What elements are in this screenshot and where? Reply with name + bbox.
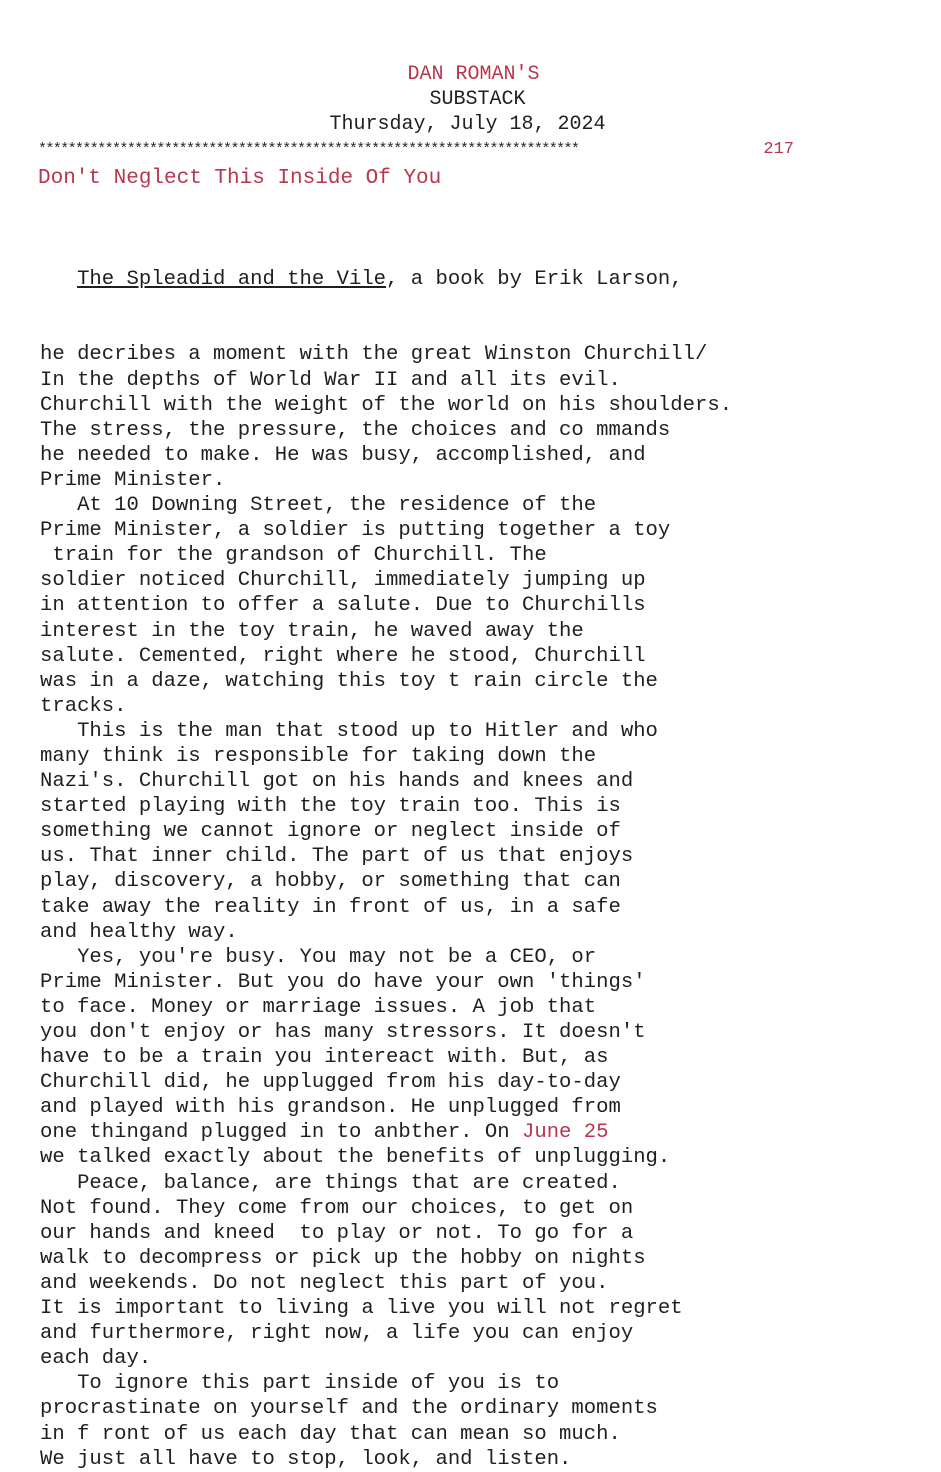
article-line — [40, 1020, 920, 1045]
issue-number: 217 — [763, 141, 794, 159]
book-title: The Spleadid and the Vile — [77, 268, 387, 292]
article-line — [40, 1070, 920, 1095]
article-line-text: and played with his grandson. He unplugged from — [40, 1096, 621, 1120]
article-line — [40, 869, 920, 894]
article-line-text: one thingand plugged in to anbther. On — [40, 1121, 522, 1145]
article-line — [40, 1095, 920, 1120]
article-line — [40, 1422, 920, 1447]
article-line-text: and healthy way. — [40, 920, 238, 944]
star-separator — [38, 141, 798, 159]
article-line-text: In the depths of World War II and all its evil. — [40, 368, 621, 392]
brand-name: DAN ROMAN'S — [407, 63, 540, 86]
article-line — [40, 819, 920, 844]
article-line-text: to face. Money or marriage issues. A job that — [40, 995, 597, 1019]
article-line-text: we talked exactly about the benefits of unplugging. — [40, 1146, 671, 1170]
article-line — [40, 418, 920, 443]
article-line — [40, 619, 920, 644]
article-line-text: Prime Minister, a soldier is putting together a toy — [40, 519, 671, 543]
article-line-text: walk to decompress or pick up the hobby on nights — [40, 1246, 646, 1270]
article-title: Don't Neglect This Inside Of You — [38, 167, 442, 190]
article-line-text: This is the man that stood up to Hitler and who — [40, 719, 658, 743]
article-line-text: and weekends. Do not neglect this part of you. — [40, 1271, 609, 1295]
article-line-text: something we cannot ignore or neglect inside of — [40, 820, 621, 844]
article-line-text: interest in the toy train, he waved away the — [40, 619, 584, 643]
article-line-text: Not found. They come from our choices, to get on — [40, 1196, 634, 1220]
article-line — [40, 368, 920, 393]
article-line-text: us. That inner child. The part of us that enjoys — [40, 845, 634, 869]
article-line — [40, 719, 920, 744]
article-line — [40, 1447, 920, 1472]
article-line-text: in attention to offer a salute. Due to Churchills — [40, 594, 646, 618]
article-line — [40, 342, 920, 367]
article-line-text: Prime Minister. — [40, 468, 226, 492]
article-line — [40, 744, 920, 769]
article-line — [40, 1396, 920, 1421]
article-line — [40, 669, 920, 694]
article-line — [40, 895, 920, 920]
article-line — [40, 1296, 920, 1321]
article-line — [40, 518, 920, 543]
article-line — [40, 568, 920, 593]
article-line-text: each day. — [40, 1347, 152, 1371]
article-line — [40, 995, 920, 1020]
article-line-text: At 10 Downing Street, the residence of the — [40, 494, 597, 518]
masthead — [0, 62, 941, 137]
article-line — [40, 1045, 920, 1070]
article-body — [40, 217, 920, 1472]
article-line — [40, 844, 920, 869]
article-line — [40, 468, 920, 493]
article-line-text: he needed to make. He was busy, accomplished, and — [40, 443, 646, 467]
article-line — [40, 970, 920, 995]
article-line-text: procrastinate on yourself and the ordinary moments — [40, 1397, 658, 1421]
article-line-text: train for the grandson of Churchill. The — [40, 544, 547, 568]
article-line-text: and furthermore, right now, a life you can enjoy — [40, 1322, 634, 1346]
article-line-text: Prime Minister. But you do have your own 'things' — [40, 970, 646, 994]
article-line-text: Yes, you're busy. You may not be a CEO, or — [40, 945, 597, 969]
june-25-link[interactable]: June 25 — [521, 1121, 609, 1145]
article-line-text: The stress, the pressure, the choices and co mmands — [40, 418, 671, 442]
article-line — [40, 794, 920, 819]
article-line — [40, 1371, 920, 1396]
article-line — [40, 267, 920, 292]
article-line — [40, 543, 920, 568]
article-line — [40, 1171, 920, 1196]
article-line-text: Peace, balance, are things that are created. — [40, 1171, 621, 1195]
article-line — [40, 920, 920, 945]
article-line-text: , a book by Erik Larson, — [386, 268, 683, 292]
article-line — [40, 393, 920, 418]
article-line-text: It is important to living a live you will not regret — [40, 1297, 683, 1321]
article-line — [40, 1221, 920, 1246]
article-line-text: We just all have to stop, look, and listen. — [40, 1447, 572, 1471]
article-line-text: in f ront of us each day that can mean so much. — [40, 1422, 621, 1446]
article-line — [40, 644, 920, 669]
article-line — [40, 694, 920, 719]
publication-date: Thursday, July 18, 2024 — [329, 113, 606, 136]
article-line-text: many think is responsible for taking down the — [40, 744, 597, 768]
article-line — [40, 1321, 920, 1346]
article-line — [40, 493, 920, 518]
article-line — [40, 593, 920, 618]
article-line — [40, 1196, 920, 1221]
separator-stars: ************************************************************************* — [38, 141, 579, 158]
article-line-text: have to be a train you intereact with. But, as — [40, 1046, 609, 1070]
article-line — [40, 945, 920, 970]
article-line-text: Churchill with the weight of the world on his shoulders. — [40, 393, 733, 417]
article-line — [40, 1271, 920, 1296]
article-line-text: our hands and kneed to play or not. To go for a — [40, 1221, 634, 1245]
article-line-text: you don't enjoy or has many stressors. It doesn't — [40, 1021, 646, 1044]
article-line-text: was in a daze, watching this toy t rain circle the — [40, 669, 658, 693]
article-line-text: play, discovery, a hobby, or something that can — [40, 870, 621, 894]
article-line-text: started playing with the toy train too. This is — [40, 795, 621, 819]
article-line-text: Nazi's. Churchill got on his hands and knees and — [40, 770, 634, 794]
article-line — [40, 769, 920, 794]
article-line — [40, 1120, 920, 1145]
article-line-text: Churchill did, he upplugged from his day-to-day — [40, 1071, 621, 1095]
article-line-text: soldier noticed Churchill, immediately jumping up — [40, 569, 646, 593]
publication-name: SUBSTACK — [429, 88, 526, 111]
article-line-text: To ignore this part inside of you is to — [40, 1372, 560, 1396]
article-line-text: salute. Cemented, right where he stood, Churchill — [40, 644, 646, 668]
article-line-text: tracks. — [40, 694, 127, 718]
article-line — [40, 1246, 920, 1271]
article-line — [40, 1145, 920, 1170]
article-line — [40, 443, 920, 468]
article-line-text: he decribes a moment with the great Winston Churchill/ — [40, 343, 708, 367]
article-line — [40, 1346, 920, 1371]
article-line-text: take away the reality in front of us, in a safe — [40, 895, 621, 919]
